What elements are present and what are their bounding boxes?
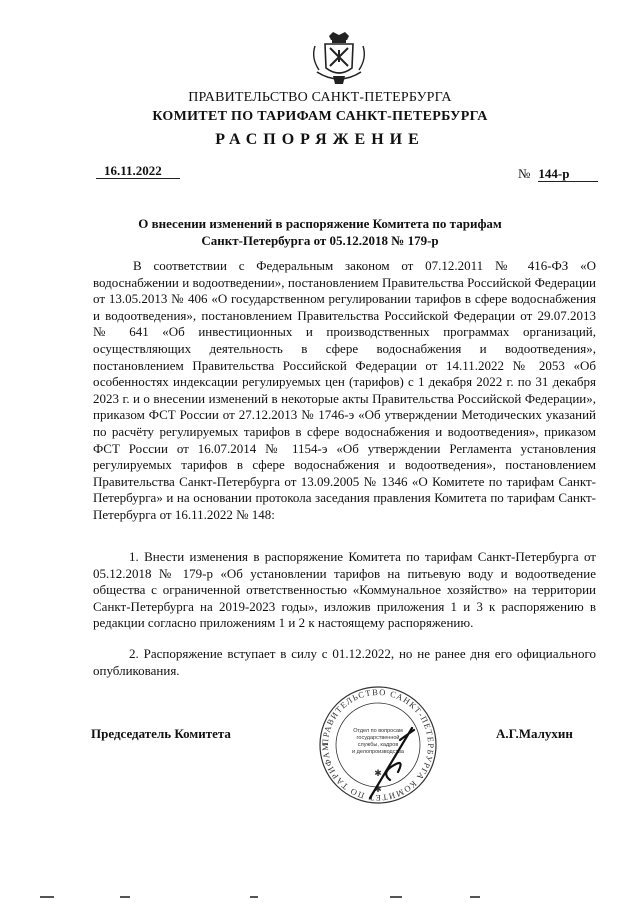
- seal-line-1: Отдел по вопросам: [353, 728, 403, 734]
- seal-ring-text: ПРАВИТЕЛЬСТВО САНКТ-ПЕТЕРБУРГА КОМИТЕТ ПО ТАРИФАМ: [319, 686, 437, 804]
- number-value: 144-р: [538, 166, 570, 181]
- item-2-paragraph: 2. Распоряжение вступает в силу с 01.12.2022, но не ранее дня его официального опубликования.: [93, 646, 596, 678]
- seal-star-icon: ✱: [374, 784, 382, 794]
- seal-line-2: государственной: [356, 735, 400, 741]
- preamble-paragraph: В соответствии с Федеральным законом от 07.12.2011 № 416-ФЗ «О водоснабжении и водоотведении», постановлением Правительства Российской Федерации от 13.05.2013 № 406 «О государственном регулировании тарифов в сфере водоснабжения и водоотведения», постановлением Правительства Российской Федерации от 29.07.2013 № 641 «Об инвестиционных и производственных программах организаций, осуществляющих деятельность в сфере водоснабжения и водоотведения», постановлением Правительства Российской Федерации от 14.11.2022 № 2053 «Об особенностях индексации регулируемых цен (тарифов) с 1 декабря 2022 г. по 31 декабря 2023 г. и о внесении изменений в некоторые акты Правительства Российской Федерации», приказом ФСТ России от 27.12.2013 № 1746-э «Об утверждении Методических указаний по расчёту регулируемых тарифов в сфере водоснабжения и водоотведения», приказом ФСТ России от 16.07.2014 № 1154-э «Об утверждении Регламента установления регулируемых тарифов в сфере водоснабжения и водоотведения», постановлением Правительства Санкт-Петербурга от 13.09.2005 № 1346 «О Комитете по тарифам Санкт-Петербурга» и на основании протокола заседания правления Комитета по тарифам Санкт-Петербурга от 16.11.2022 № 148:: [93, 258, 596, 522]
- seal-star-icon: ✱: [374, 768, 382, 778]
- handwritten-signature: [357, 720, 420, 800]
- signatory-name: А.Г.Малухин: [496, 726, 573, 741]
- scan-edge-marks: [0, 894, 640, 900]
- committee-title: КОМИТЕТ ПО ТАРИФАМ САНКТ-ПЕТЕРБУРГА: [152, 109, 488, 124]
- document-subject: [90, 215, 550, 249]
- subject-line-1: О внесении изменений в распоряжение Комитета по тарифам: [138, 216, 502, 231]
- document-date: 16.11.2022: [104, 163, 162, 178]
- government-title: ПРАВИТЕЛЬСТВО САНКТ-ПЕТЕРБУРГА: [188, 90, 452, 105]
- signatory-title: Председатель Комитета: [91, 726, 231, 741]
- subject-line-2: Санкт-Петербурга от 05.12.2018 № 179-р: [201, 233, 439, 248]
- seal-line-3: службы, кадров: [357, 742, 399, 748]
- item-1-paragraph: 1. Внести изменения в распоряжение Комитета по тарифам Санкт-Петербурга от 05.12.2018 № 179-р «Об установлении тарифов на питьевую воду и водоотведение общества с ограниченной ответственностью «Коммунальное хозяйство» на территории Санкт-Петербурга на 2019-2023 годы», изложив приложения 1 и 3 к распоряжению в редакции согласно приложениям 1 и 2 к настоящему распоряжению.: [93, 549, 596, 631]
- seal-line-4: и делопроизводства: [352, 749, 404, 755]
- number-label: №: [518, 166, 531, 181]
- coat-of-arms-emblem: [305, 30, 373, 90]
- date-underline: [96, 178, 180, 179]
- number-underline: [538, 181, 598, 182]
- document-number: [518, 166, 569, 182]
- document-type: РАСПОРЯЖЕНИЕ: [215, 131, 425, 148]
